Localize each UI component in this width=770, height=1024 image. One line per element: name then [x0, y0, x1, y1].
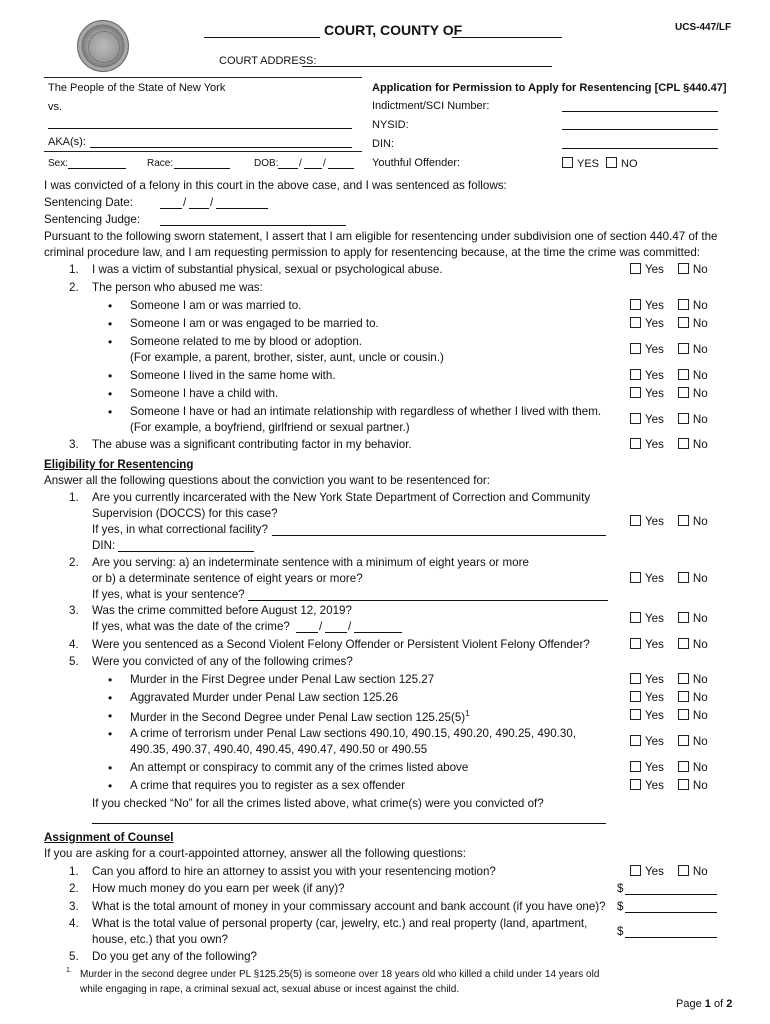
elig-q2-number: 2.: [69, 556, 79, 569]
property-value-field[interactable]: [625, 937, 717, 938]
account-total-field[interactable]: [625, 912, 717, 913]
elig-q1-yes-no[interactable]: Yes No: [630, 515, 708, 528]
date-sep-1: /: [183, 196, 187, 209]
counsel-q1-yes-no[interactable]: Yes No: [630, 865, 708, 878]
abuse-q3-yes-no[interactable]: Yes No: [630, 438, 708, 451]
abuser-b6b: (For example, a boyfriend, girlfriend or sexual partner.): [130, 421, 410, 434]
checkbox-icon[interactable]: [630, 413, 641, 424]
abuser-b3-yes-no[interactable]: Yes No: [630, 343, 708, 356]
bullet-icon: •: [108, 779, 113, 793]
abuser-b2: Someone I am or was engaged to be married to.: [130, 317, 379, 330]
eligibility-heading: Eligibility for Resentencing: [44, 458, 194, 471]
counsel-q3: What is the total amount of money in your commissary account and bank account (if you have one)?: [92, 900, 606, 913]
dob-month-field[interactable]: [278, 168, 298, 169]
elig-q2-yes-no[interactable]: Yes No: [630, 572, 708, 585]
crime-c3: Murder in the Second Degree under Penal Law section $125.25(5)^1$: [130, 709, 470, 724]
page-total: 2: [726, 998, 733, 1010]
checkbox-icon[interactable]: [678, 299, 689, 310]
defendant-name-field[interactable]: [48, 128, 352, 129]
other-crimes-field[interactable]: [92, 823, 606, 824]
crime-c1-yes-no[interactable]: Yes No: [630, 673, 708, 686]
weekly-earnings-dollar: $: [617, 882, 624, 895]
crime-c3-yes-no[interactable]: Yes No: [630, 709, 708, 722]
page-of: of: [713, 998, 724, 1010]
checkbox-icon[interactable]: [678, 673, 689, 684]
abuser-b2-yes-no[interactable]: Yes No: [630, 317, 708, 330]
elig-q4-number: 4.: [69, 638, 79, 651]
elig-q1-number: 1.: [69, 491, 79, 504]
counsel-q5-number: 5.: [69, 950, 79, 963]
caption-divider-bottom: [44, 151, 362, 152]
elig-q1c: If yes, in what correctional facility?: [92, 523, 268, 536]
checkbox-icon[interactable]: [630, 735, 641, 746]
crime-c4b: 490.35, 490.37, 490.40, 490.45, 490.47, 490.50 or 490.55: [130, 743, 428, 756]
caption-divider-top: [44, 77, 362, 78]
counsel-heading: Assignment of Counsel: [44, 831, 174, 844]
application-title: Application for Permission to Apply for Resentencing [CPL §440.47]: [372, 82, 727, 94]
crime-date-sep-2: /: [348, 620, 352, 633]
crime-c4-yes-no[interactable]: Yes No: [630, 735, 708, 748]
youthful-yes-option[interactable]: YES: [562, 157, 599, 170]
crime-date-sep-1: /: [319, 620, 323, 633]
abuser-b6a: Someone I have or had an intimate relationship with regardless of whether I lived with them.: [130, 405, 602, 418]
elig-q5-number: 5.: [69, 655, 79, 668]
abuser-b1: Someone I am or was married to.: [130, 299, 302, 312]
elig-q2c: If yes, what is your sentence?: [92, 588, 245, 601]
race-label: Race:: [147, 158, 174, 169]
date-sep-2: /: [210, 196, 214, 209]
checkbox-icon[interactable]: [678, 735, 689, 746]
court-address-field[interactable]: [302, 66, 552, 67]
checkbox-icon[interactable]: [630, 263, 641, 274]
checkbox-icon[interactable]: [630, 369, 641, 380]
checkbox-icon[interactable]: [630, 515, 641, 526]
page-number: [676, 998, 732, 1010]
dob-day-field[interactable]: [304, 168, 322, 169]
elig-q3-yes-no[interactable]: Yes No: [630, 612, 708, 625]
abuser-b5: Someone I have a child with.: [130, 387, 279, 400]
din-label: DIN:: [372, 138, 394, 150]
abuser-b4: Someone I lived in the same home with.: [130, 369, 336, 382]
court-title: COURT, COUNTY OF: [324, 22, 463, 38]
abuser-b6-yes-no[interactable]: Yes No: [630, 413, 708, 426]
abuse-q1-number: 1.: [69, 263, 79, 276]
abuser-b1-yes-no[interactable]: Yes No: [630, 299, 708, 312]
checkbox-icon[interactable]: [630, 438, 641, 449]
sex-field[interactable]: [68, 168, 126, 169]
crime-c2: Aggravated Murder under Penal Law section 125.26: [130, 691, 399, 704]
sex-label: Sex:: [48, 158, 69, 169]
checkbox-icon[interactable]: [630, 779, 641, 790]
crime-month-field[interactable]: [296, 632, 318, 633]
footnote-mark: 1.: [66, 967, 72, 974]
property-value-dollar: $: [617, 925, 624, 938]
counsel-q1-number: 1.: [69, 865, 79, 878]
abuse-q3: The abuse was a significant contributing factor in my behavior.: [92, 438, 412, 451]
state-seal-icon: [77, 20, 129, 72]
checkbox-icon[interactable]: [678, 343, 689, 354]
checkbox-icon[interactable]: [630, 387, 641, 398]
checkbox-icon[interactable]: [678, 865, 689, 876]
court-address-label: COURT ADDRESS:: [219, 55, 317, 67]
abuser-b4-yes-no[interactable]: Yes No: [630, 369, 708, 382]
bullet-icon: •: [108, 335, 113, 349]
counsel-q4-number: 4.: [69, 917, 79, 930]
bullet-icon: •: [108, 299, 113, 313]
elig-q1b: Supervision (DOCCS) for this case?: [92, 507, 278, 520]
abuser-b5-yes-no[interactable]: Yes No: [630, 387, 708, 400]
elig-q2b: or b) a determinate sentence of eight years or more?: [92, 572, 363, 585]
crime-c6-yes-no[interactable]: Yes No: [630, 779, 708, 792]
dob-label: DOB:: [254, 158, 279, 169]
checkbox-icon[interactable]: [678, 317, 689, 328]
indictment-field[interactable]: [562, 111, 718, 112]
sentencing-month-field[interactable]: [160, 208, 182, 209]
abuse-q1: I was a victim of substantial physical, sexual or psychological abuse.: [92, 263, 443, 276]
crime-c6: A crime that requires you to register as a sex offender: [130, 779, 405, 792]
bullet-icon: •: [108, 709, 113, 723]
nysid-field[interactable]: [562, 129, 718, 130]
checkbox-icon[interactable]: [630, 317, 641, 328]
checkbox-icon[interactable]: [678, 612, 689, 623]
checkbox-icon[interactable]: [630, 612, 641, 623]
weekly-earnings-field[interactable]: [625, 894, 717, 895]
crime-c2-yes-no[interactable]: Yes No: [630, 691, 708, 704]
crime-c4a: A crime of terrorism under Penal Law sections 490.10, 490.15, 490.20, 490.25, 490.30,: [130, 727, 576, 740]
counsel-q4b: house, etc.) that you own?: [92, 933, 228, 946]
counsel-q4a: What is the total value of personal property (car, jewelry, etc.) and real property (land, apartment,: [92, 917, 588, 930]
dob-year-field[interactable]: [328, 168, 354, 169]
sentencing-day-field[interactable]: [189, 208, 209, 209]
elig-q3b: If yes, what was the date of the crime?: [92, 620, 290, 633]
checkbox-icon[interactable]: [678, 761, 689, 772]
youthful-offender-label: Youthful Offender:: [372, 157, 461, 169]
vs-label: vs.: [48, 101, 63, 113]
checkbox-icon[interactable]: [678, 438, 689, 449]
page-current: 1: [704, 998, 711, 1010]
abuse-q2: The person who abused me was:: [92, 281, 263, 294]
bullet-icon: •: [108, 761, 113, 775]
counsel-q3-number: 3.: [69, 900, 79, 913]
elig-q4-yes-no[interactable]: Yes No: [630, 638, 708, 651]
counsel-q2-number: 2.: [69, 882, 79, 895]
checkbox-icon[interactable]: [630, 638, 641, 649]
abuser-b3a: Someone related to me by blood or adoption.: [130, 335, 363, 348]
aka-field[interactable]: [90, 147, 352, 148]
counsel-q5: Do you get any of the following?: [92, 950, 257, 963]
abuse-q2-number: 2.: [69, 281, 79, 294]
checkbox-icon[interactable]: [606, 157, 617, 168]
crime-c1: Murder in the First Degree under Penal Law section 125.27: [130, 673, 435, 686]
youthful-no-option[interactable]: NO: [606, 157, 638, 170]
checkbox-icon[interactable]: [678, 691, 689, 702]
indictment-label: Indictment/SCI Number:: [372, 100, 490, 112]
checkbox-icon[interactable]: [678, 515, 689, 526]
people-label: The People of the State of New York: [48, 82, 226, 94]
elig-q1d: DIN:: [92, 539, 116, 552]
footnote-ref: 1: [465, 709, 470, 718]
pursuant-line-1: Pursuant to the following sworn statement, I assert that I am eligible for resentencing under subdivision one of section 440.47 of the: [44, 230, 718, 243]
checkbox-icon[interactable]: [630, 299, 641, 310]
checkbox-icon[interactable]: [630, 343, 641, 354]
county-field[interactable]: [452, 37, 562, 38]
race-field[interactable]: [174, 168, 230, 169]
bullet-icon: •: [108, 405, 113, 419]
checkbox-icon[interactable]: [678, 572, 689, 583]
checkbox-icon[interactable]: [630, 709, 641, 720]
checkbox-icon[interactable]: [678, 779, 689, 790]
elig-q3a: Was the crime committed before August 12, 2019?: [92, 604, 352, 617]
checkbox-icon[interactable]: [678, 413, 689, 424]
checkbox-icon[interactable]: [678, 709, 689, 720]
checkbox-icon[interactable]: [678, 387, 689, 398]
abuse-q3-number: 3.: [69, 438, 79, 451]
checkbox-icon[interactable]: [630, 691, 641, 702]
crime-year-field[interactable]: [354, 632, 402, 633]
page-prefix: Page: [676, 998, 702, 1010]
crime-c5: An attempt or conspiracy to commit any of the crimes listed above: [130, 761, 469, 774]
elig-q3-number: 3.: [69, 604, 79, 617]
nysid-label: NYSID:: [372, 119, 409, 131]
checkbox-icon[interactable]: [630, 572, 641, 583]
checkbox-icon[interactable]: [678, 369, 689, 380]
bullet-icon: •: [108, 691, 113, 705]
checkbox-icon[interactable]: [630, 761, 641, 772]
bullet-icon: •: [108, 673, 113, 687]
checkbox-icon[interactable]: [630, 673, 641, 684]
elig-din-field[interactable]: [118, 551, 254, 552]
din-field[interactable]: [562, 148, 718, 149]
counsel-intro: If you are asking for a court-appointed attorney, answer all the following questions:: [44, 847, 466, 860]
footnote-line-1: Murder in the second degree under PL §125.25(5) is someone over 18 years old who killed a child under 14 years old: [80, 969, 600, 980]
aka-label: AKA(s):: [48, 136, 86, 148]
bullet-icon: •: [108, 317, 113, 331]
bullet-icon: •: [108, 369, 113, 383]
checkbox-icon[interactable]: [678, 263, 689, 274]
abuse-q1-yes-no[interactable]: Yes No: [630, 263, 708, 276]
elig-q1a: Are you currently incarcerated with the New York State Department of Correction and Community: [92, 491, 591, 504]
account-total-dollar: $: [617, 900, 624, 913]
form-code: UCS-447/LF: [675, 22, 732, 33]
checkbox-icon[interactable]: [630, 865, 641, 876]
sentence-field[interactable]: [248, 600, 608, 601]
bullet-icon: •: [108, 387, 113, 401]
sentencing-judge-label: Sentencing Judge:: [44, 213, 141, 226]
abuser-b3b: (For example, a parent, brother, sister, aunt, uncle or cousin.): [130, 351, 444, 364]
if-no-question: If you checked “No” for all the crimes listed above, what crime(s) were you convicted of?: [92, 797, 544, 810]
elig-q5: Were you convicted of any of the following crimes?: [92, 655, 353, 668]
court-name-field[interactable]: [204, 37, 320, 38]
crime-day-field[interactable]: [325, 632, 347, 633]
bullet-icon: •: [108, 727, 113, 741]
counsel-q1: Can you afford to hire an attorney to assist you with your resentencing motion?: [92, 865, 496, 878]
checkbox-icon[interactable]: [562, 157, 573, 168]
sentencing-year-field[interactable]: [216, 208, 268, 209]
facility-field[interactable]: [272, 535, 606, 536]
sentencing-judge-field[interactable]: [160, 225, 346, 226]
eligibility-intro: Answer all the following questions about the conviction you want to be resentenced for:: [44, 474, 490, 487]
pursuant-line-2: criminal procedure law, and I am requesting permission to apply for resentencing because, at the time the crime was committed:: [44, 246, 701, 259]
sentencing-date-label: Sentencing Date:: [44, 196, 133, 209]
checkbox-icon[interactable]: [678, 638, 689, 649]
elig-q4: Were you sentenced as a Second Violent Felony Offender or Persistent Violent Felony Offender?: [92, 638, 590, 651]
footnote-line-2: while engaging in rape, a criminal sexual act, sexual abuse or incest against the child.: [80, 984, 460, 995]
dob-sep-2: /: [323, 158, 326, 169]
dob-sep-1: /: [299, 158, 302, 169]
elig-q2a: Are you serving: a) an indeterminate sentence with a minimum of eight years or more: [92, 556, 529, 569]
convicted-statement: I was convicted of a felony in this court in the above case, and I was sentenced as follows:: [44, 179, 507, 192]
counsel-q2: How much money do you earn per week (if any)?: [92, 882, 345, 895]
crime-c5-yes-no[interactable]: Yes No: [630, 761, 708, 774]
